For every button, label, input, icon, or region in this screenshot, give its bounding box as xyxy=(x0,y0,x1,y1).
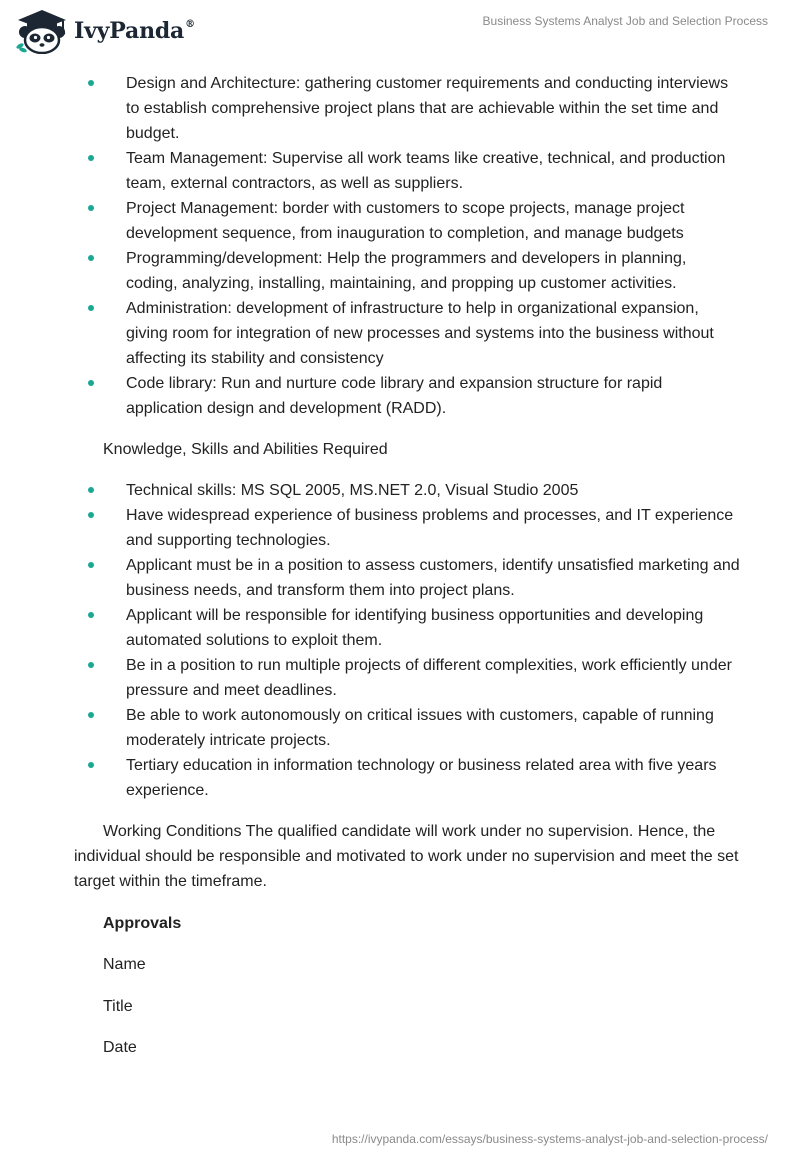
approval-date-label: Date xyxy=(103,1039,137,1056)
list-item: Technical skills: MS SQL 2005, MS.NET 2.0, Visual Studio 2005 xyxy=(0,478,800,503)
brand-name: IvyPanda® xyxy=(74,18,195,44)
registered-mark: ® xyxy=(185,19,195,30)
page-header xyxy=(0,0,800,60)
approval-name-label: Name xyxy=(103,956,146,973)
list-item: Be able to work autonomously on critical issues with customers, capable of running moderately intricate projects. xyxy=(0,703,800,753)
bullet-icon xyxy=(88,155,94,161)
bullet-icon xyxy=(88,562,94,568)
skills-list xyxy=(0,478,800,803)
skills-heading: Knowledge, Skills and Abilities Required xyxy=(103,441,388,458)
list-item: Applicant will be responsible for identifying business opportunities and developing automated solutions to exploit them. xyxy=(0,603,800,653)
list-item: Programming/development: Help the programmers and developers in planning, coding, analyzing, installing, maintaining, and propping up customer activities. xyxy=(0,246,800,296)
list-item: Code library: Run and nurture code library and expansion structure for rapid application design and development (RADD). xyxy=(0,371,800,421)
list-item: Project Management: border with customers to scope projects, manage project development sequence, from inauguration to completion, and manage budgets xyxy=(0,196,800,246)
list-item: Administration: development of infrastructure to help in organizational expansion, giving room for integration of new processes and systems into the business without affecting its stability and consistency xyxy=(0,296,800,371)
bullet-icon xyxy=(88,80,94,86)
bullet-icon xyxy=(88,612,94,618)
bullet-icon xyxy=(88,512,94,518)
approval-title-label: Title xyxy=(103,998,133,1015)
list-item: Have widespread experience of business problems and processes, and IT experience and supporting technologies. xyxy=(0,503,800,553)
list-item: Team Management: Supervise all work teams like creative, technical, and production team, external contractors, as well as suppliers. xyxy=(0,146,800,196)
approvals-heading: Approvals xyxy=(103,915,182,932)
bullet-icon xyxy=(88,305,94,311)
list-item: Design and Architecture: gathering customer requirements and conducting interviews to establish comprehensive project plans that are achievable within the set time and budget. xyxy=(0,71,800,146)
bullet-icon xyxy=(88,380,94,386)
ivypanda-logo[interactable] xyxy=(14,8,194,54)
bullet-icon xyxy=(88,662,94,668)
bullet-icon xyxy=(88,762,94,768)
bullet-icon xyxy=(88,487,94,493)
working-conditions-paragraph: Working Conditions The qualified candidate will work under no supervision. Hence, the individual should be responsible and motivated to work under no supervision and meet the set target within the timeframe. xyxy=(74,823,739,890)
panda-graduate-icon xyxy=(14,8,70,54)
list-item: Tertiary education in information technology or business related area with five years experience. xyxy=(0,753,800,803)
bullet-icon xyxy=(88,205,94,211)
list-item: Be in a position to run multiple projects of different complexities, work efficiently under pressure and meet deadlines. xyxy=(0,653,800,703)
document-title: Business Systems Analyst Job and Selection Process xyxy=(482,14,768,28)
source-url[interactable]: https://ivypanda.com/essays/business-systems-analyst-job-and-selection-process/ xyxy=(331,1132,768,1146)
bullet-icon xyxy=(88,712,94,718)
bullet-icon xyxy=(88,255,94,261)
duties-list xyxy=(0,71,800,421)
list-item: Applicant must be in a position to assess customers, identify unsatisfied marketing and business needs, and transform them into project plans. xyxy=(0,553,800,603)
